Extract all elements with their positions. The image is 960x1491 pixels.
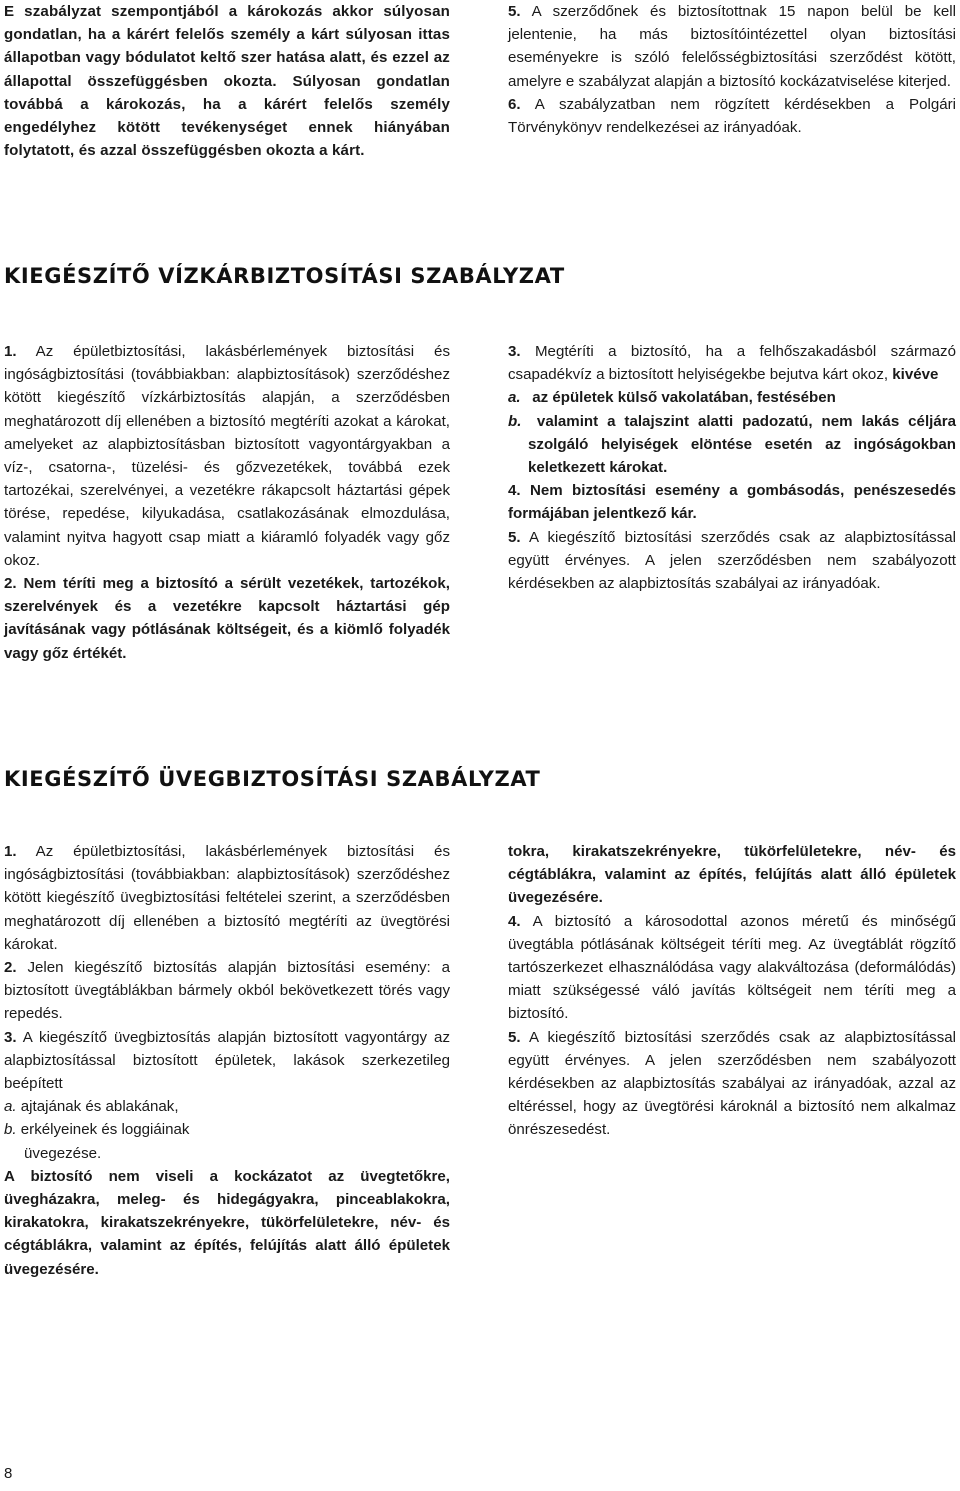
glass-item-3a: a. ajtajának és ablakának, (4, 1098, 179, 1116)
glass-left-column (4, 840, 450, 1278)
page-number: 8 (4, 1465, 13, 1482)
glass-item-4: 4. A biztosító a károsodottal azonos méretű és minőségű üvegtábla pótlásának költségeit téríti meg. Az üvegtáblát rögzítő tartószerkezet elhasználódása vagy alakváltozása (deformálódás) miatt szükségessé váló javítás költségeit nem téríti meg a biztosító. (508, 912, 956, 1023)
glass-right-column (508, 840, 956, 1142)
water-item-1: 1. Az épületbiztosítási, lakásbérlemények biztosítási és ingóságbiztosítási (továbbiakban: alapbiztosítások) szerződéshez kötött kiegészítő vízkárbiztosítás alapján, a szerződésben meghatározott díj ellenében a biztosító megtéríti azokat a károkat, amelyeket az alapbiztosításban biztosított vagyontárgyakban a víz-, csatorna-, tüzelési- és gőzvezetékek, továbbá ezek tartozékai, szerelvényei, a vezetékre rákapcsolt háztartási gépek törése, repedése, kilyukadása, csatlakozásának elmozdulása, valamint nyitva hagyott csap miatt a kiáramló folyadék vagy gőz okoz. (4, 343, 450, 569)
glass-item-3-tail: üvegezése. (24, 1144, 102, 1162)
glass-item-3: 3. A kiegészítő üvegbiztosítás alapján biztosított vagyontárgy az alapbiztosítással biztosított épületek, lakások szerkezetileg beépített (4, 1028, 450, 1093)
glass-item-2: 2. Jelen kiegészítő biztosítás alapján biztosítási esemény: a biztosított üvegtáblákban bármely okból bekövetkezett törés vagy repedés. (4, 959, 450, 1023)
top-right-column (508, 0, 956, 139)
gross-negligence-text: E szabályzat szempontjából a károkozás akkor súlyosan gondatlan, ha a kárért felelős személy a kárt súlyosan ittas állapotban vagy bódulatot keltő szer hatása alatt, és ezzel az állapottal összefüggésben okozta. Súlyosan gondatlan továbbá a károkozás, ha a kárért felelős személy engedélyhez kötött tevékenységet ennek hiányában folytatott, és azzal összefüggésben okozta a kárt. (4, 3, 450, 160)
water-item-3b: b. valamint a talajszint alatti padozatú, nem lakás céljára szolgáló helyiségek elöntése esetén az ingóságokban keletkezett károkat. (508, 412, 956, 477)
glass-item-1: 1. Az épületbiztosítási, lakásbérlemények biztosítási és ingóságbiztosítási (továbbiakban: alapbiztosítások) szerződéshez kötött kiegészítő üvegbiztosítási feltételei szerint, a szerződésben meghatározott díj ellenében a biztosító megtéríti az üvegtörési károkat. (4, 843, 450, 953)
glass-item-5: 5. A kiegészítő biztosítási szerződés csak az alapbiztosítással együtt érvényes. A jelen szerződésben nem szabályozott kérdésekben az alapbiztosítás szabályai az irányadóak, azzal az eltéréssel, hogy az üvegtörési károknál a biztosító nem alkalmaz önrészesedést. (508, 1028, 956, 1139)
water-section-heading: KIEGÉSZÍTŐ VÍZKÁRBIZTOSÍTÁSI SZABÁLYZAT (4, 264, 565, 288)
top-item-6: 6. A szabályzatban nem rögzített kérdésekben a Polgári Törvénykönyv rendelkezései az irányadóak. (508, 95, 956, 137)
water-item-3a: a. az épületek külső vakolatában, festésében (508, 389, 836, 407)
glass-exclusion: A biztosító nem viseli a kockázatot az üvegtetőkre, üvegházakra, meleg- és hidegágyakra, pinceablakokra, kirakatokra, kirakatszekrényekre, tükörfelületekre, név- és cégtáblákra, valamint az építés, felújítás alatt álló épületek üvegezésére. (4, 1167, 450, 1278)
glass-item-3b: b. erkélyeinek és loggiáinak (4, 1121, 190, 1139)
water-item-2: 2. Nem téríti meg a biztosító a sérült vezetékek, tartozékok, szerelvények és a vezetékre kapcsolt háztartási gép javításának vagy pótlásának költségeit, és a kiömlő folyadék vagy gőz értékét. (4, 575, 450, 662)
item-number: 5. (508, 3, 521, 20)
top-left-paragraph (4, 0, 450, 162)
glass-section-heading: KIEGÉSZÍTŐ ÜVEGBIZTOSÍTÁSI SZABÁLYZAT (4, 767, 541, 791)
water-left-column (4, 340, 450, 665)
water-item-5: 5. A kiegészítő biztosítási szerződés csak az alapbiztosítással együtt érvényes. A jelen szerződésben nem szabályozott kérdésekben az alapbiztosítás szabályai az irányadóak. (508, 528, 956, 593)
top-item-5: 5. A szerződőnek és biztosítottnak 15 napon belül be kell jelentenie, ha más biztosítóintézettel olyan biztosítási eseményekre is szóló felelősségbiztosítási szerződést kötött, amelyre e szabályzat alapján a biztosító kockázatviselése kiterjed. (508, 3, 956, 90)
water-item-3: 3. Megtéríti a biztosító, ha a felhőszakadásból származó csapadékvíz a biztosított helyiségekbe bejutva kárt okoz, kivéve (508, 343, 956, 384)
glass-exclusion-continued: tokra, kirakatszekrényekre, tükörfelületekre, név- és cégtáblákra, valamint az építés, felújítás alatt álló épületek üvegezésére. (508, 843, 956, 907)
item-number: 6. (508, 95, 521, 113)
water-item-4: 4. Nem biztosítási esemény a gombásodás, penészesedés formájában jelentkező kár. (508, 482, 956, 523)
water-right-column (508, 340, 956, 595)
